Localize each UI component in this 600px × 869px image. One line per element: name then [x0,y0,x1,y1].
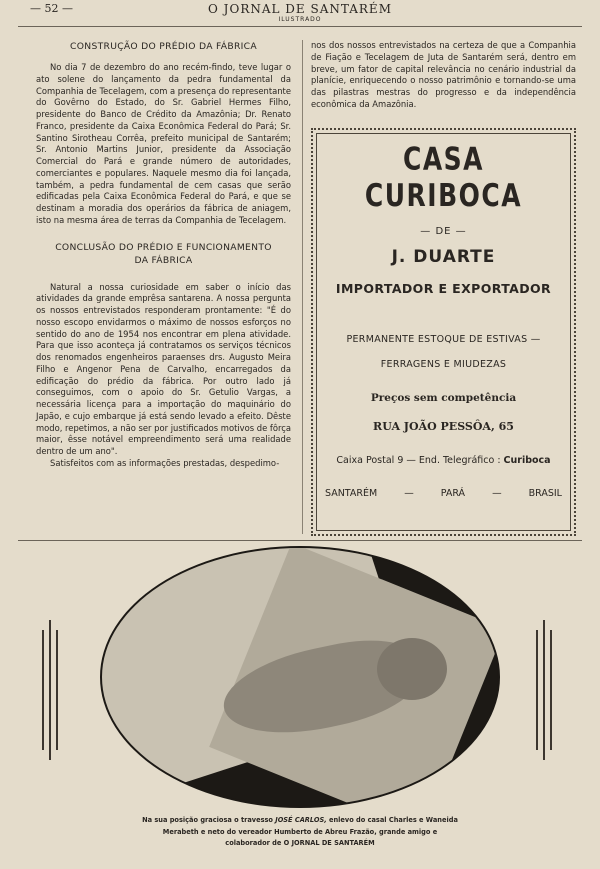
article-paragraph-continued: nos dos nossos entrevistados na certeza de que a Companhia de Fiação e Tecelagem de Juta de Santarém será, dentro em breve, um fator de capital relevância no cenário industrial da planície, enriquecendo o nosso patrimônio e tornando-se uma das pilastras mestras do progresso e da independência econômica da Amazônia. [311,40,576,109]
caption-name: JOSÉ CARLOS, [275,816,327,824]
column-divider [302,40,303,534]
section-title-conclusion [36,241,291,267]
left-column [36,40,291,470]
owner-name: J. DUARTE [391,247,496,267]
article-paragraph: Satisfeitos com as informações prestadas, despedimo- [50,457,280,468]
photo-caption [140,815,460,850]
caption-prefix: Na sua posição graciosa o travesso [142,816,273,824]
section-title-construction: CONSTRUÇÃO DO PRÉDIO DA FÁBRICA [70,41,257,52]
header-rule [18,26,582,27]
decorative-lines-right [536,630,557,760]
trade-line: IMPORTADOR E EXPORTADOR [335,281,552,296]
location-state: PARÁ [440,488,466,499]
location-city: SANTARÉM [325,488,378,499]
decorative-lines-left [42,630,63,760]
section-title-line: CONCLUSÃO DO PRÉDIO E FUNCIONAMENTO [55,241,272,253]
address-line: RUA JOÃO PESSÔA, 65 [373,420,514,433]
location-dash: — [404,488,414,499]
goods-line: FERRAGENS E MIUDEZAS [380,359,507,370]
photo-baby-head [377,638,447,700]
postal-prefix: Caixa Postal 9 — End. Telegráfico : [336,455,501,466]
postal-line [321,455,566,466]
caption-paper: O JORNAL DE SANTARÉM [283,839,375,847]
article-paragraph: No dia 7 de dezembro do ano recém-findo, teve lugar o ato solene do lançamento da pedra fundamental da Companhia de Tecelagem, com a presença do representante do Govêrno do Estado, do Sr. Gabriel Hermes Filho, presidente do Banco de Crédito da Amazônia; Dr. Renato Franco, presidente da Caixa Econômica Federal do Pará; Sr. Santino Sirotheau Corrêa, prefeito municipal de Santarém; Sr. Antonio Martins Junior, presidente da Associação Comercial do Pará e grande número de autoridades, comerciantes e populares. Naquele mesmo dia foi lançada, também, a pedra fundamental de cem casas que serão edificadas pela Caixa Econômica Federal do Pará, e que se destinam a moradia dos operários da fábrica de aniagem, isto na mesma área de terras da Companhia de Tecelagem. [36,62,291,225]
photo-oval-frame [100,546,500,808]
business-name: CASA CURIBOCA [364,140,523,214]
location-line [321,488,566,499]
advertisement-box [311,128,576,536]
caption-middle: enlevo do casal Charles e Waneida Merabeth e neto do vereador Humberto de Abreu Frazão, grande amigo e colaborador de [162,816,458,847]
de-line: — DE — [420,226,467,237]
section-title-line: DA FÁBRICA [134,254,193,266]
page-number: — 52 — [30,2,73,15]
prices-line: Preços sem competência [370,392,517,404]
page-header [0,2,600,30]
article-paragraph: Natural a nossa curiosidade em saber o início das atividades da grande emprêsa santarena. A nossa pergunta os nossos entrevistados responderam prontamente: "É do nosso escopo envidarmos o máximo de nossos esforços no sentido do ano de 1954 nos encontrar em plena atividade. Para que isso aconteça já contratamos os serviços técnicos dos renomados engenheiros paraenses drs. Augusto Meira Filho e Angenor Pena de Carvalho, encarregados da edificação do prédio da fábrica. Por outro lado já conseguimos, com o apoio do Sr. Getulio Vargas, a necessária licença para a importação do maquinário do Japão, e cujo embarque já está sendo levado a efeito. Dêste modo, repetimos, a não ser por justificados motivos de fôrça maior, êsse notável empreendimento será uma realidade dentro de um ano". [36,281,291,456]
stock-line: PERMANENTE ESTOQUE DE ESTIVAS — [346,334,541,345]
masthead: O JORNAL DE SANTARÉM [208,2,392,16]
masthead-subtitle: ILUSTRADO [278,16,322,23]
location-country: BRASIL [528,488,562,499]
section-rule [18,540,582,541]
right-column [311,40,576,111]
telegraphic-address: Curiboca [503,455,551,466]
baby-photo [100,546,500,808]
location-dash: — [492,488,502,499]
advertisement-content [321,142,566,526]
